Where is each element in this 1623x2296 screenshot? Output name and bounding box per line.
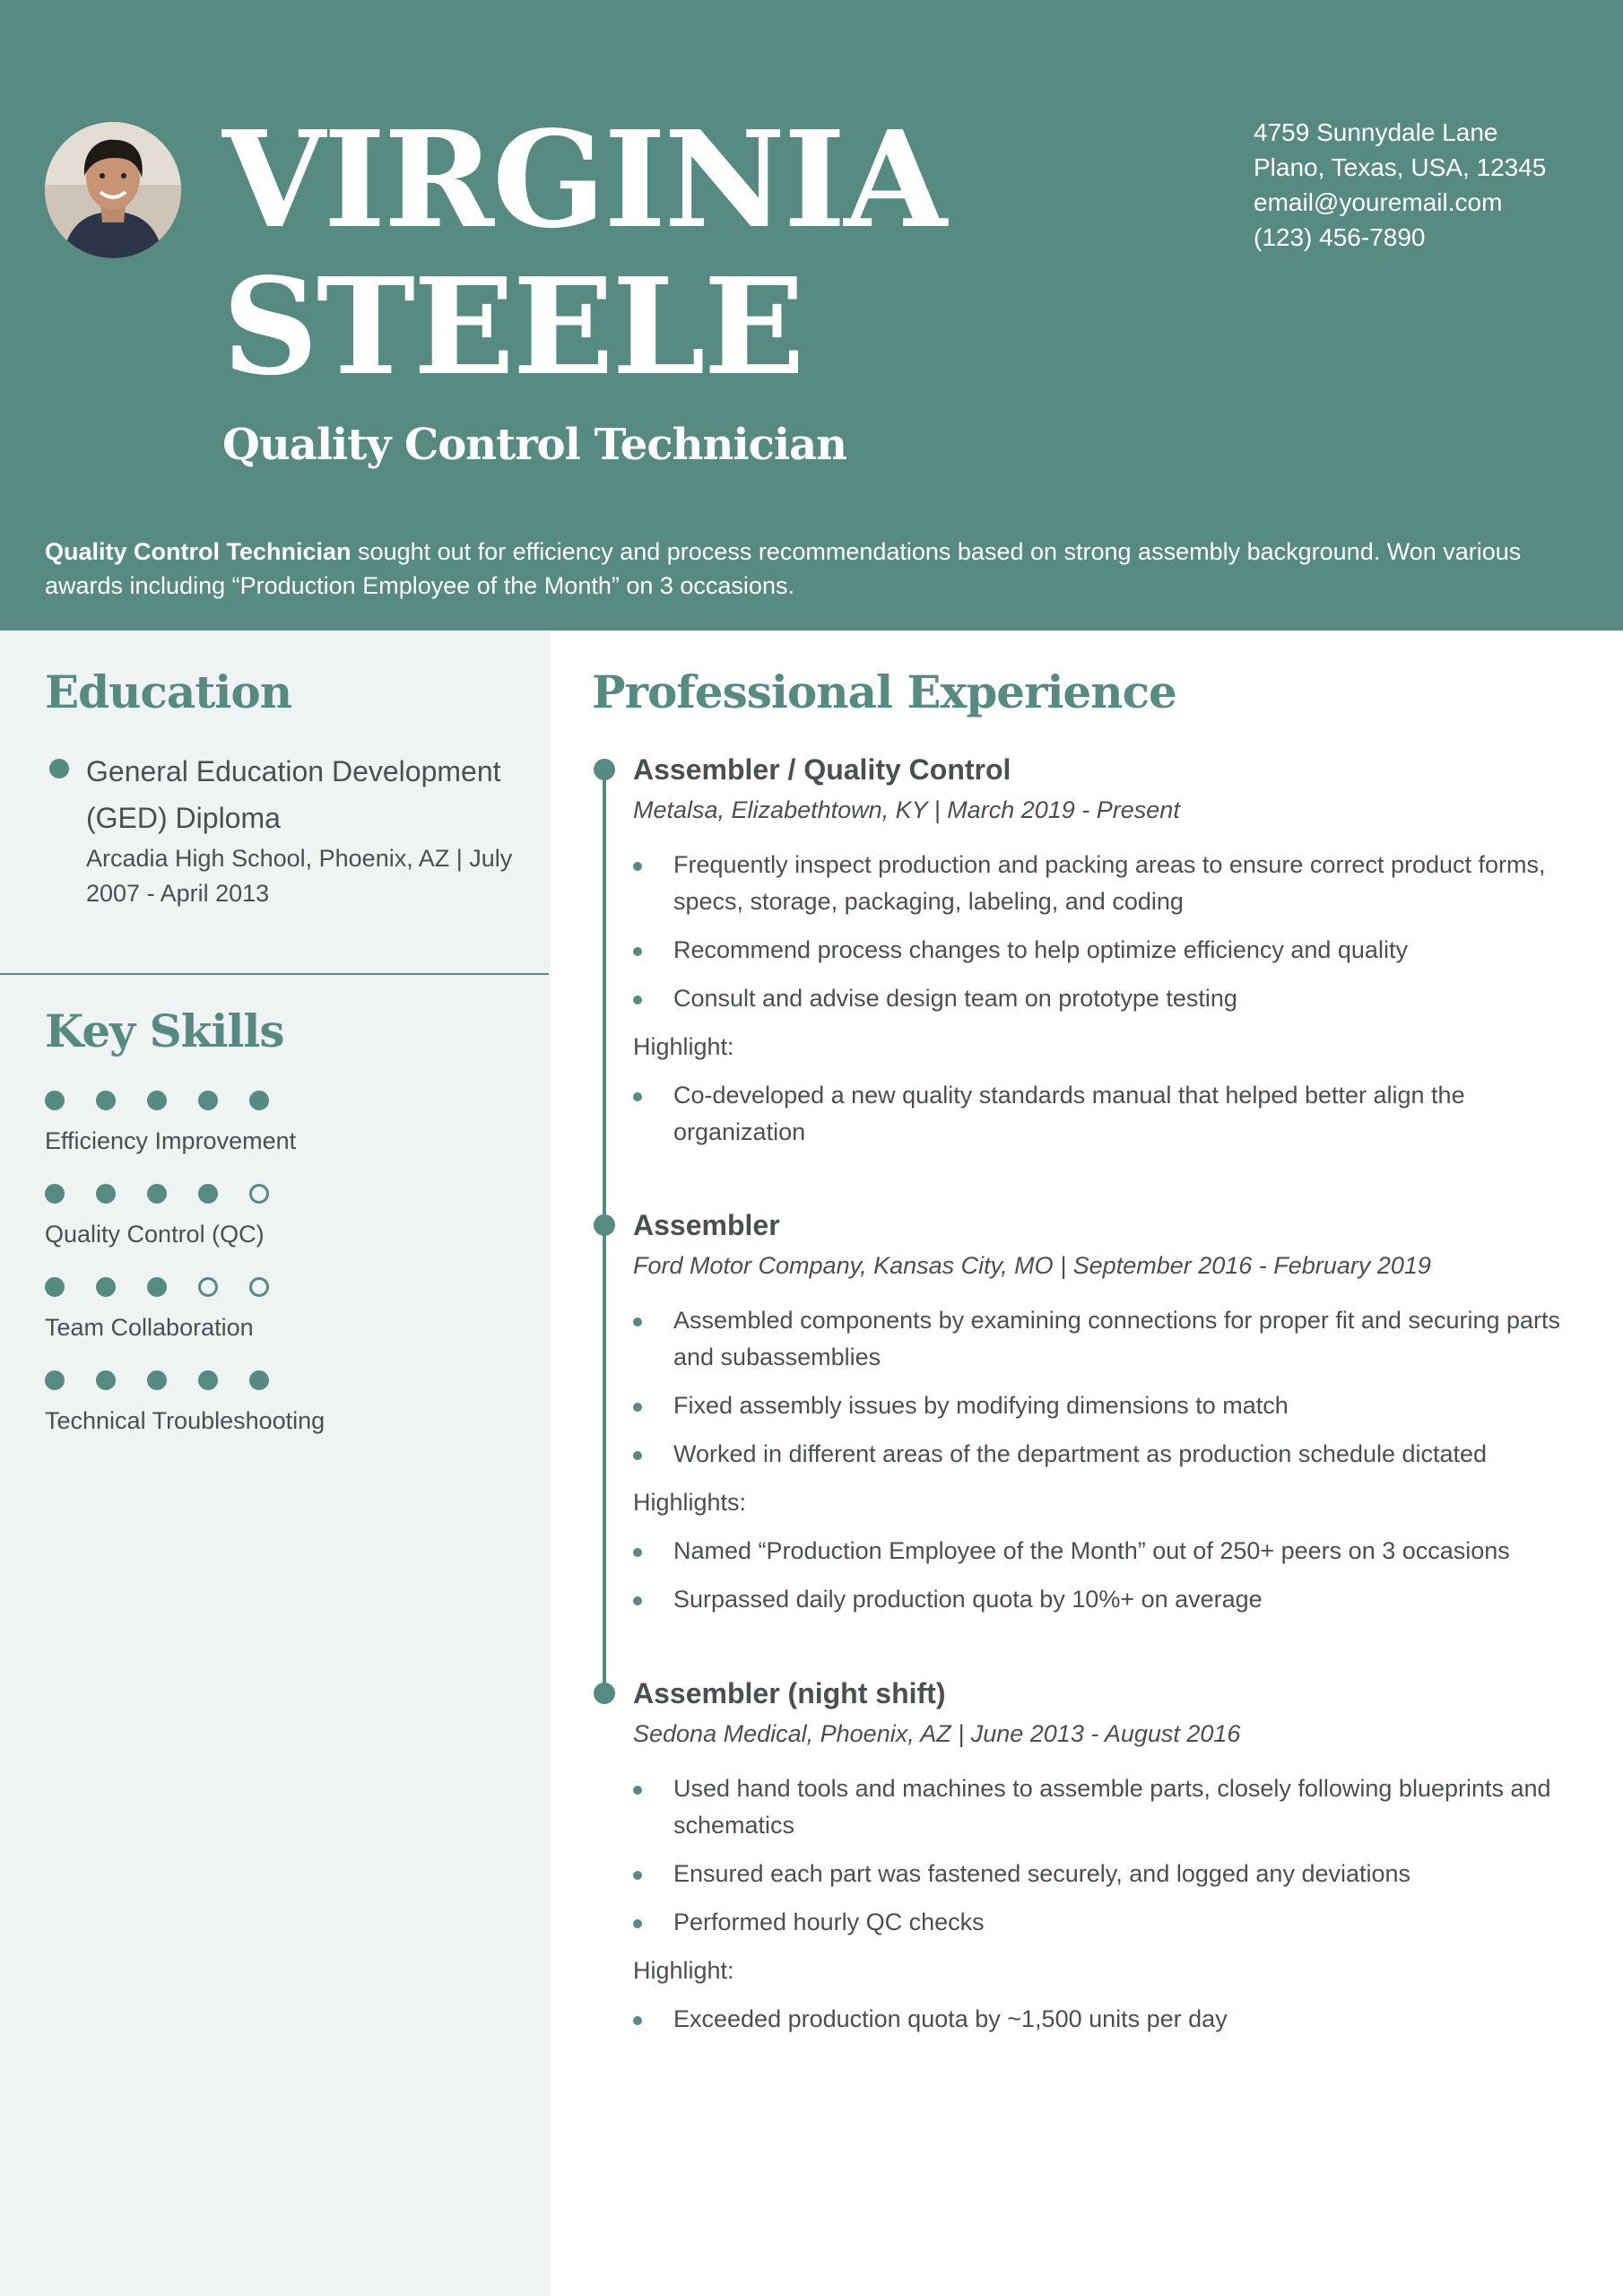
address-line-2: Plano, Texas, USA, 12345: [1254, 153, 1547, 181]
skill-label: Technical Troubleshooting: [45, 1407, 325, 1434]
list-item: [633, 1904, 1587, 1941]
highlight-label: Highlight:: [633, 1033, 734, 1060]
education-school: Arcadia High School, Phoenix, AZ | July 2007 - April 2013: [86, 845, 513, 907]
rating-dot-empty-icon: [249, 1184, 269, 1204]
bullet-dot-icon: [49, 759, 69, 778]
skill-item: [45, 1091, 493, 1157]
rating-dot-filled-icon: [96, 1277, 116, 1297]
experience-heading: Professional Experience: [592, 665, 1176, 718]
skill-label: Quality Control (QC): [45, 1221, 265, 1248]
skill-item: [45, 1370, 493, 1437]
last-name: STEELE: [222, 248, 803, 404]
rating-dot-filled-icon: [147, 1184, 167, 1204]
list-item: [633, 1436, 1587, 1473]
job-title: Quality Control Technician: [222, 420, 847, 470]
sidebar-divider: [0, 973, 549, 975]
timeline-node-icon: [594, 1214, 615, 1236]
job-highlights: [633, 2001, 1587, 2038]
skill-label: Team Collaboration: [45, 1314, 254, 1341]
job-entry: [592, 1672, 1587, 2049]
job-meta: Sedona Medical, Phoenix, AZ | June 2013 - August 2016: [633, 1720, 1241, 1747]
summary-bold: Quality Control Technician: [45, 538, 352, 565]
rating-dot-empty-icon: [249, 1277, 269, 1297]
summary-text: sought out for efficiency and process recommendations based on strong assembly background. Won various awards including “Production Employee of the Month” on 3 occasions.: [45, 538, 1522, 599]
rating-dot-filled-icon: [147, 1277, 167, 1297]
email: email@youremail.com: [1254, 188, 1503, 216]
contact-block: [1254, 115, 1594, 255]
highlight-label: Highlight:: [633, 1957, 734, 1984]
bullet-dot-icon: [633, 862, 642, 871]
skill-item: [45, 1184, 493, 1250]
list-item: [633, 980, 1587, 1017]
timeline-node-icon: [594, 759, 615, 780]
job-bullets: [633, 847, 1587, 1017]
rating-dot-filled-icon: [96, 1370, 116, 1390]
bullet-text: Recommend process changes to help optimize efficiency and quality: [673, 936, 1408, 963]
bullet-dot-icon: [633, 996, 642, 1004]
bullet-text: Worked in different areas of the department as production schedule dictated: [673, 1440, 1488, 1467]
rating-dot-filled-icon: [198, 1370, 218, 1390]
rating-dot-filled-icon: [198, 1091, 218, 1110]
rating-dot-filled-icon: [198, 1184, 218, 1204]
list-item: [633, 1770, 1587, 1844]
job-entry: [592, 748, 1587, 1162]
person-avatar-icon: [45, 122, 181, 258]
bullet-dot-icon: [633, 1548, 642, 1557]
bullet-dot-icon: [633, 947, 642, 956]
education-heading: Education: [45, 665, 292, 718]
skills-heading: Key Skills: [45, 1004, 284, 1057]
rating-dot-filled-icon: [249, 1091, 269, 1110]
bullet-text: Performed hourly QC checks: [673, 1909, 985, 1935]
bullet-text: Assembled components by examining connections for proper fit and securing parts and subassemblies: [673, 1307, 1561, 1370]
list-item: [633, 932, 1587, 969]
job-role: Assembler (night shift): [633, 1677, 946, 1709]
list-item: [633, 1581, 1587, 1618]
job-bullets: [633, 1302, 1587, 1473]
bullet-dot-icon: [633, 1318, 642, 1326]
bullet-text: Consult and advise design team on prototype testing: [673, 985, 1237, 1012]
skill-rating: [45, 1091, 493, 1112]
bullet-text: Fixed assembly issues by modifying dimensions to match: [673, 1392, 1289, 1419]
timeline-node-icon: [594, 1683, 615, 1704]
highlight-text: Named “Production Employee of the Month” out of 250+ peers on 3 occasions: [673, 1537, 1510, 1564]
bullet-dot-icon: [633, 1596, 642, 1605]
address-line-1: 4759 Sunnydale Lane: [1254, 118, 1498, 146]
list-item: [633, 2001, 1587, 2038]
bullet-dot-icon: [633, 1451, 642, 1460]
rating-dot-filled-icon: [147, 1091, 167, 1110]
professional-summary: [45, 535, 1587, 603]
list-item: [633, 1533, 1587, 1570]
skill-rating: [45, 1370, 493, 1392]
highlight-text: Co-developed a new quality standards manual that helped better align the organization: [673, 1082, 1465, 1145]
rating-dot-filled-icon: [249, 1370, 269, 1390]
job-role: Assembler / Quality Control: [633, 753, 1011, 786]
job-meta: Metalsa, Elizabethtown, KY | March 2019 - Present: [633, 796, 1180, 823]
phone: (123) 456-7890: [1254, 223, 1426, 251]
list-item: [633, 1302, 1587, 1376]
job-entry: [592, 1204, 1587, 1630]
rating-dot-empty-icon: [198, 1277, 218, 1297]
bullet-dot-icon: [633, 1871, 642, 1880]
list-item: [633, 1077, 1587, 1151]
job-bullets: [633, 1770, 1587, 1941]
highlight-text: Surpassed daily production quota by 10%+ on average: [673, 1586, 1263, 1613]
job-role: Assembler: [633, 1209, 780, 1241]
list-item: [633, 847, 1587, 920]
job-highlights: [633, 1077, 1587, 1151]
bullet-dot-icon: [633, 1092, 642, 1101]
highlight-label: Highlights:: [633, 1489, 747, 1516]
job-highlights: [633, 1533, 1587, 1618]
list-item: [633, 1856, 1587, 1892]
rating-dot-filled-icon: [45, 1370, 65, 1390]
first-name: VIRGINIA: [222, 101, 946, 257]
bullet-dot-icon: [633, 1786, 642, 1795]
skill-rating: [45, 1184, 493, 1205]
rating-dot-filled-icon: [96, 1184, 116, 1204]
rating-dot-filled-icon: [45, 1184, 65, 1204]
highlight-text: Exceeded production quota by ~1,500 units per day: [673, 2005, 1228, 2032]
profile-photo: [45, 122, 181, 258]
bullet-text: Used hand tools and machines to assemble parts, closely following blueprints and schematics: [673, 1775, 1551, 1839]
job-meta: Ford Motor Company, Kansas City, MO | September 2016 - February 2019: [633, 1252, 1431, 1279]
bullet-dot-icon: [633, 1919, 642, 1928]
education-degree: General Education Development (GED) Diploma: [86, 755, 501, 834]
list-item: [633, 1387, 1587, 1424]
rating-dot-filled-icon: [45, 1091, 65, 1110]
rating-dot-filled-icon: [147, 1370, 167, 1390]
skill-item: [45, 1277, 493, 1344]
rating-dot-filled-icon: [45, 1277, 65, 1297]
bullet-text: Frequently inspect production and packing areas to ensure correct product forms, specs, storage, packaging, labeling, and coding: [673, 851, 1546, 915]
candidate-name: [222, 101, 1029, 404]
bullet-text: Ensured each part was fastened securely, and logged any deviations: [673, 1860, 1411, 1887]
skill-rating: [45, 1277, 493, 1299]
bullet-dot-icon: [633, 2016, 642, 2025]
education-item: [45, 748, 529, 911]
skill-label: Efficiency Improvement: [45, 1127, 297, 1154]
resume-header: [0, 0, 1623, 631]
rating-dot-filled-icon: [96, 1091, 116, 1110]
bullet-dot-icon: [633, 1403, 642, 1412]
